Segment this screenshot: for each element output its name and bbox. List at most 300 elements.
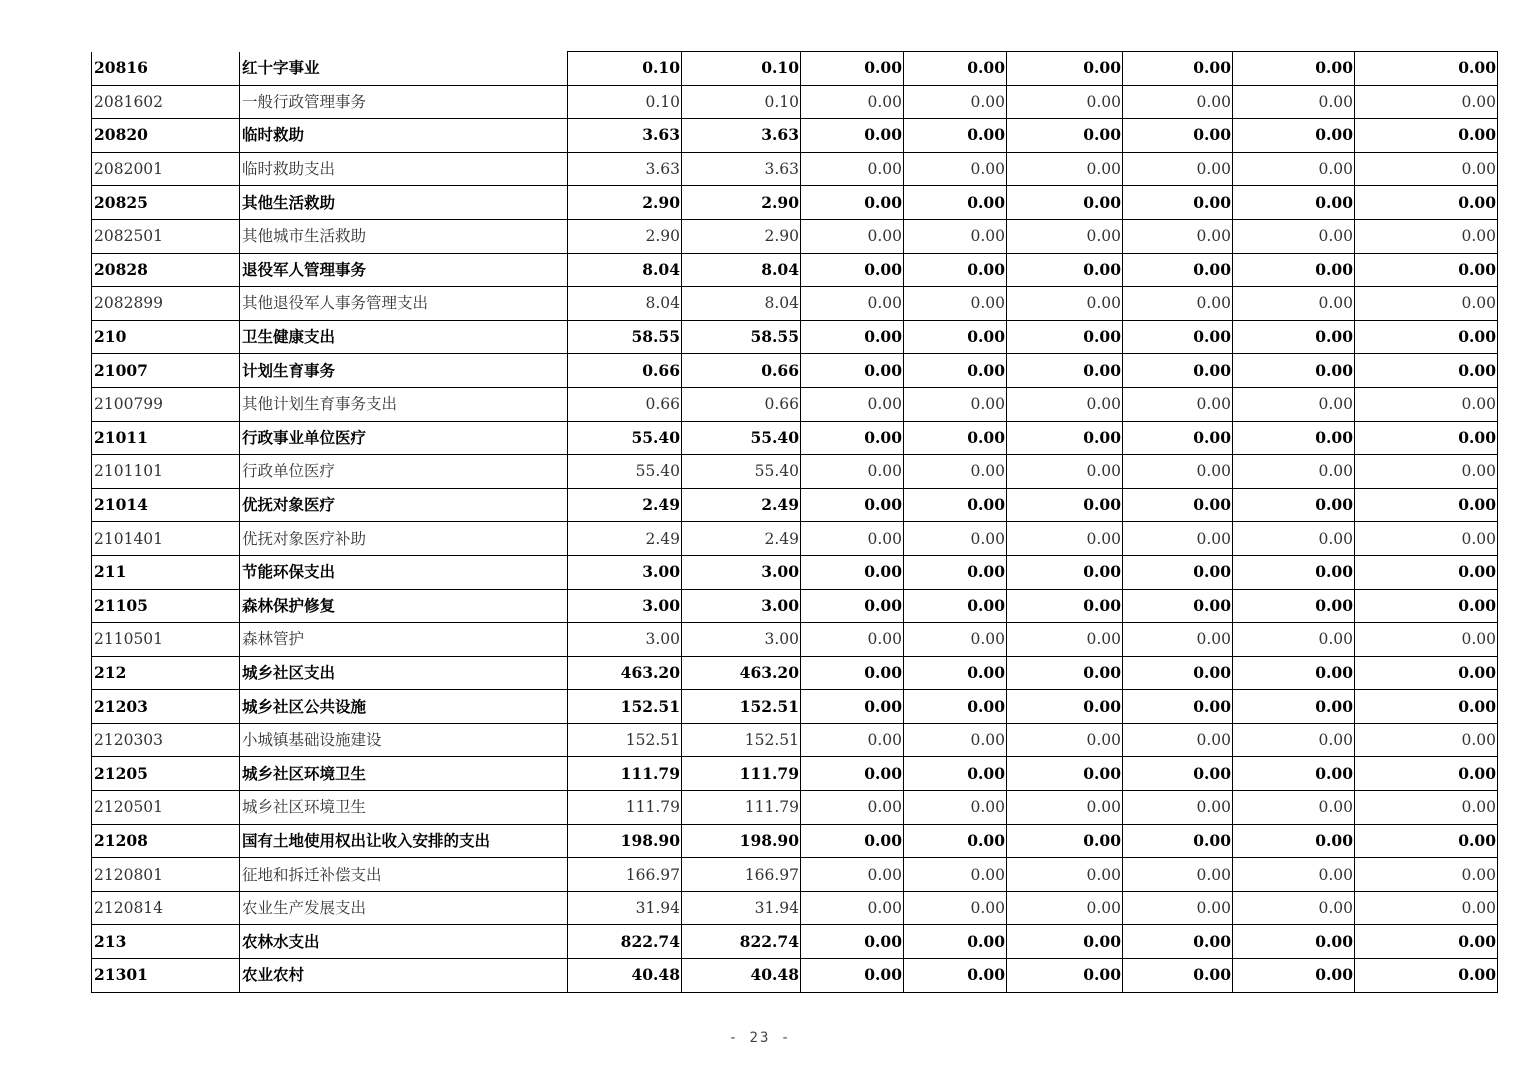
amount-cell: 0.00 — [1233, 85, 1355, 119]
table-row — [92, 623, 1498, 657]
budget-table — [91, 51, 1498, 993]
amount-cell: 0.00 — [1355, 858, 1498, 892]
amount-cell: 0.00 — [904, 52, 1007, 86]
subject-name: 征地和拆迁补偿支出 — [240, 858, 568, 892]
table-row — [92, 152, 1498, 186]
subject-name: 农林水支出 — [240, 925, 568, 959]
table-row — [92, 791, 1498, 825]
amount-cell: 0.00 — [1007, 219, 1123, 253]
table-body — [92, 52, 1498, 993]
amount-cell: 3.63 — [682, 119, 801, 153]
amount-cell: 0.00 — [1233, 354, 1355, 388]
amount-cell: 0.00 — [801, 555, 904, 589]
amount-cell: 0.00 — [801, 589, 904, 623]
amount-cell: 0.66 — [682, 354, 801, 388]
table-row — [92, 119, 1498, 153]
amount-cell: 0.00 — [801, 757, 904, 791]
amount-cell: 0.00 — [1233, 387, 1355, 421]
subject-code: 210 — [92, 320, 240, 354]
subject-name: 优抚对象医疗补助 — [240, 522, 568, 556]
amount-cell: 0.00 — [1233, 589, 1355, 623]
amount-cell: 0.00 — [1233, 791, 1355, 825]
amount-cell: 0.66 — [568, 387, 682, 421]
amount-cell: 463.20 — [682, 656, 801, 690]
amount-cell: 0.00 — [1007, 824, 1123, 858]
amount-cell: 2.49 — [568, 488, 682, 522]
amount-cell: 0.00 — [1355, 387, 1498, 421]
subject-code: 2120801 — [92, 858, 240, 892]
table-row — [92, 959, 1498, 993]
amount-cell: 0.00 — [904, 85, 1007, 119]
amount-cell: 8.04 — [682, 287, 801, 321]
subject-code: 2082501 — [92, 219, 240, 253]
subject-code: 20825 — [92, 186, 240, 220]
subject-code: 2082001 — [92, 152, 240, 186]
subject-name: 城乡社区环境卫生 — [240, 757, 568, 791]
amount-cell: 55.40 — [682, 421, 801, 455]
amount-cell: 0.00 — [1123, 253, 1233, 287]
amount-cell: 3.00 — [568, 589, 682, 623]
subject-name: 行政事业单位医疗 — [240, 421, 568, 455]
subject-name: 优抚对象医疗 — [240, 488, 568, 522]
subject-code: 21301 — [92, 959, 240, 993]
amount-cell: 0.00 — [801, 959, 904, 993]
table-row — [92, 253, 1498, 287]
table-row — [92, 488, 1498, 522]
amount-cell: 0.00 — [1123, 522, 1233, 556]
subject-name: 其他城市生活救助 — [240, 219, 568, 253]
amount-cell: 0.00 — [1123, 824, 1233, 858]
amount-cell: 0.00 — [904, 354, 1007, 388]
table-row — [92, 320, 1498, 354]
amount-cell: 0.66 — [568, 354, 682, 388]
amount-cell: 0.00 — [1233, 925, 1355, 959]
amount-cell: 0.00 — [904, 488, 1007, 522]
amount-cell: 0.00 — [1355, 186, 1498, 220]
amount-cell: 2.49 — [682, 522, 801, 556]
table-row — [92, 186, 1498, 220]
table-row — [92, 354, 1498, 388]
amount-cell: 0.00 — [1355, 891, 1498, 925]
amount-cell: 0.00 — [904, 555, 1007, 589]
amount-cell: 0.00 — [1233, 757, 1355, 791]
amount-cell: 0.00 — [1123, 555, 1233, 589]
amount-cell: 0.00 — [801, 152, 904, 186]
amount-cell: 0.00 — [1007, 656, 1123, 690]
amount-cell: 0.00 — [1123, 589, 1233, 623]
subject-name: 行政单位医疗 — [240, 455, 568, 489]
amount-cell: 0.00 — [1233, 959, 1355, 993]
amount-cell: 8.04 — [568, 287, 682, 321]
subject-code: 213 — [92, 925, 240, 959]
table-row — [92, 421, 1498, 455]
amount-cell: 2.90 — [682, 186, 801, 220]
amount-cell: 0.00 — [1007, 421, 1123, 455]
amount-cell: 0.00 — [1007, 387, 1123, 421]
amount-cell: 0.00 — [801, 387, 904, 421]
subject-name: 其他退役军人事务管理支出 — [240, 287, 568, 321]
amount-cell: 0.00 — [801, 287, 904, 321]
amount-cell: 0.00 — [1233, 858, 1355, 892]
amount-cell: 0.00 — [904, 925, 1007, 959]
amount-cell: 0.00 — [904, 253, 1007, 287]
subject-name: 临时救助支出 — [240, 152, 568, 186]
amount-cell: 0.00 — [1355, 85, 1498, 119]
amount-cell: 3.00 — [682, 589, 801, 623]
amount-cell: 0.00 — [1355, 488, 1498, 522]
amount-cell: 0.00 — [904, 387, 1007, 421]
amount-cell: 0.00 — [904, 455, 1007, 489]
amount-cell: 2.90 — [568, 219, 682, 253]
amount-cell: 0.00 — [904, 589, 1007, 623]
subject-name: 一般行政管理事务 — [240, 85, 568, 119]
amount-cell: 0.00 — [1007, 253, 1123, 287]
amount-cell: 0.00 — [1007, 354, 1123, 388]
amount-cell: 0.00 — [1233, 186, 1355, 220]
table-row — [92, 656, 1498, 690]
subject-code: 2120501 — [92, 791, 240, 825]
subject-name: 红十字事业 — [240, 52, 568, 86]
amount-cell: 0.00 — [1007, 152, 1123, 186]
amount-cell: 198.90 — [568, 824, 682, 858]
amount-cell: 0.00 — [1233, 824, 1355, 858]
subject-code: 21203 — [92, 690, 240, 724]
amount-cell: 0.00 — [1233, 723, 1355, 757]
amount-cell: 0.10 — [568, 85, 682, 119]
amount-cell: 152.51 — [568, 723, 682, 757]
amount-cell: 0.00 — [1123, 219, 1233, 253]
amount-cell: 2.90 — [682, 219, 801, 253]
amount-cell: 0.00 — [1123, 421, 1233, 455]
amount-cell: 0.00 — [1007, 723, 1123, 757]
amount-cell: 0.00 — [1007, 690, 1123, 724]
amount-cell: 0.00 — [1007, 522, 1123, 556]
subject-code: 21014 — [92, 488, 240, 522]
amount-cell: 0.00 — [801, 824, 904, 858]
amount-cell: 0.00 — [1233, 522, 1355, 556]
subject-name: 其他计划生育事务支出 — [240, 387, 568, 421]
amount-cell: 0.00 — [1123, 186, 1233, 220]
amount-cell: 31.94 — [682, 891, 801, 925]
amount-cell: 111.79 — [568, 791, 682, 825]
amount-cell: 0.00 — [1233, 287, 1355, 321]
table-row — [92, 287, 1498, 321]
amount-cell: 0.00 — [1233, 320, 1355, 354]
amount-cell: 0.00 — [1355, 723, 1498, 757]
amount-cell: 0.00 — [801, 354, 904, 388]
amount-cell: 0.00 — [1007, 186, 1123, 220]
table-row — [92, 85, 1498, 119]
amount-cell: 2.49 — [568, 522, 682, 556]
subject-code: 20828 — [92, 253, 240, 287]
amount-cell: 0.00 — [1007, 623, 1123, 657]
amount-cell: 0.00 — [801, 186, 904, 220]
amount-cell: 0.00 — [1007, 589, 1123, 623]
subject-code: 21205 — [92, 757, 240, 791]
amount-cell: 0.00 — [904, 152, 1007, 186]
subject-code: 2120814 — [92, 891, 240, 925]
amount-cell: 152.51 — [682, 690, 801, 724]
amount-cell: 0.00 — [904, 119, 1007, 153]
amount-cell: 0.00 — [801, 522, 904, 556]
amount-cell: 0.00 — [904, 522, 1007, 556]
amount-cell: 3.63 — [682, 152, 801, 186]
amount-cell: 0.00 — [1123, 623, 1233, 657]
subject-code: 2110501 — [92, 623, 240, 657]
amount-cell: 55.40 — [568, 455, 682, 489]
subject-name: 其他生活救助 — [240, 186, 568, 220]
amount-cell: 0.00 — [1123, 119, 1233, 153]
amount-cell: 0.00 — [1355, 455, 1498, 489]
amount-cell: 0.00 — [1123, 287, 1233, 321]
amount-cell: 3.00 — [682, 555, 801, 589]
amount-cell: 0.00 — [1123, 455, 1233, 489]
amount-cell: 0.00 — [1355, 253, 1498, 287]
amount-cell: 31.94 — [568, 891, 682, 925]
amount-cell: 0.00 — [801, 253, 904, 287]
amount-cell: 0.00 — [1007, 757, 1123, 791]
table-row — [92, 891, 1498, 925]
amount-cell: 0.00 — [1007, 52, 1123, 86]
amount-cell: 0.00 — [801, 119, 904, 153]
amount-cell: 0.00 — [801, 455, 904, 489]
amount-cell: 0.00 — [801, 320, 904, 354]
amount-cell: 0.00 — [1355, 320, 1498, 354]
amount-cell: 822.74 — [568, 925, 682, 959]
amount-cell: 55.40 — [682, 455, 801, 489]
amount-cell: 166.97 — [682, 858, 801, 892]
subject-name: 农业生产发展支出 — [240, 891, 568, 925]
amount-cell: 463.20 — [568, 656, 682, 690]
amount-cell: 0.00 — [1007, 555, 1123, 589]
amount-cell: 0.00 — [904, 219, 1007, 253]
subject-name: 城乡社区支出 — [240, 656, 568, 690]
amount-cell: 0.00 — [1123, 891, 1233, 925]
amount-cell: 0.00 — [1355, 421, 1498, 455]
amount-cell: 0.00 — [1355, 354, 1498, 388]
amount-cell: 0.00 — [1123, 791, 1233, 825]
amount-cell: 111.79 — [682, 791, 801, 825]
subject-code: 2101401 — [92, 522, 240, 556]
amount-cell: 0.00 — [904, 858, 1007, 892]
amount-cell: 0.00 — [1007, 791, 1123, 825]
amount-cell: 0.10 — [682, 52, 801, 86]
subject-code: 212 — [92, 656, 240, 690]
subject-name: 城乡社区公共设施 — [240, 690, 568, 724]
amount-cell: 152.51 — [568, 690, 682, 724]
amount-cell: 0.00 — [1123, 656, 1233, 690]
amount-cell: 0.00 — [1123, 354, 1233, 388]
amount-cell: 0.00 — [904, 959, 1007, 993]
amount-cell: 0.00 — [1233, 119, 1355, 153]
subject-code: 21208 — [92, 824, 240, 858]
subject-code: 2081602 — [92, 85, 240, 119]
amount-cell: 0.00 — [1123, 387, 1233, 421]
subject-code: 2100799 — [92, 387, 240, 421]
amount-cell: 0.00 — [801, 85, 904, 119]
amount-cell: 0.00 — [1233, 555, 1355, 589]
amount-cell: 0.00 — [801, 421, 904, 455]
amount-cell: 0.00 — [801, 52, 904, 86]
amount-cell: 0.00 — [1007, 891, 1123, 925]
amount-cell: 0.00 — [1007, 858, 1123, 892]
subject-name: 森林管护 — [240, 623, 568, 657]
table-row — [92, 387, 1498, 421]
amount-cell: 0.00 — [1355, 589, 1498, 623]
amount-cell: 3.00 — [568, 555, 682, 589]
amount-cell: 0.00 — [1123, 757, 1233, 791]
table-row — [92, 555, 1498, 589]
amount-cell: 2.90 — [568, 186, 682, 220]
subject-code: 2082899 — [92, 287, 240, 321]
amount-cell: 0.00 — [904, 320, 1007, 354]
amount-cell: 0.00 — [1123, 858, 1233, 892]
amount-cell: 111.79 — [682, 757, 801, 791]
amount-cell: 0.00 — [1123, 52, 1233, 86]
amount-cell: 0.00 — [1355, 219, 1498, 253]
amount-cell: 0.00 — [1123, 488, 1233, 522]
amount-cell: 0.00 — [1355, 287, 1498, 321]
amount-cell: 40.48 — [568, 959, 682, 993]
amount-cell: 0.00 — [904, 891, 1007, 925]
amount-cell: 152.51 — [682, 723, 801, 757]
page-number: - 23 - — [728, 1030, 792, 1046]
amount-cell: 0.00 — [1233, 52, 1355, 86]
subject-code: 2101101 — [92, 455, 240, 489]
amount-cell: 0.00 — [1233, 152, 1355, 186]
amount-cell: 0.00 — [801, 891, 904, 925]
amount-cell: 0.00 — [1007, 119, 1123, 153]
table-row — [92, 858, 1498, 892]
subject-code: 21105 — [92, 589, 240, 623]
amount-cell: 0.00 — [1233, 253, 1355, 287]
amount-cell: 0.00 — [1355, 791, 1498, 825]
amount-cell: 8.04 — [568, 253, 682, 287]
amount-cell: 0.00 — [1007, 287, 1123, 321]
subject-name: 城乡社区环境卫生 — [240, 791, 568, 825]
amount-cell: 822.74 — [682, 925, 801, 959]
amount-cell: 0.00 — [801, 219, 904, 253]
amount-cell: 166.97 — [568, 858, 682, 892]
amount-cell: 55.40 — [568, 421, 682, 455]
amount-cell: 0.00 — [904, 656, 1007, 690]
table-row — [92, 757, 1498, 791]
subject-code: 20816 — [92, 52, 240, 86]
amount-cell: 0.00 — [801, 623, 904, 657]
amount-cell: 0.00 — [1355, 690, 1498, 724]
amount-cell: 0.00 — [1355, 522, 1498, 556]
amount-cell: 40.48 — [682, 959, 801, 993]
amount-cell: 0.00 — [1007, 320, 1123, 354]
table-row — [92, 925, 1498, 959]
amount-cell: 0.00 — [1123, 959, 1233, 993]
amount-cell: 0.10 — [682, 85, 801, 119]
amount-cell: 3.63 — [568, 152, 682, 186]
amount-cell: 0.00 — [1355, 119, 1498, 153]
amount-cell: 0.00 — [1355, 555, 1498, 589]
subject-name: 农业农村 — [240, 959, 568, 993]
amount-cell: 0.00 — [801, 791, 904, 825]
amount-cell: 0.00 — [1123, 723, 1233, 757]
amount-cell: 0.00 — [801, 690, 904, 724]
subject-code: 211 — [92, 555, 240, 589]
amount-cell: 58.55 — [682, 320, 801, 354]
amount-cell: 0.00 — [1007, 488, 1123, 522]
amount-cell: 0.00 — [1355, 959, 1498, 993]
amount-cell: 0.00 — [904, 623, 1007, 657]
amount-cell: 3.00 — [568, 623, 682, 657]
amount-cell: 0.00 — [904, 824, 1007, 858]
table-row — [92, 455, 1498, 489]
amount-cell: 0.00 — [904, 690, 1007, 724]
amount-cell: 0.00 — [904, 287, 1007, 321]
subject-code: 21011 — [92, 421, 240, 455]
amount-cell: 0.00 — [904, 723, 1007, 757]
amount-cell: 0.00 — [904, 421, 1007, 455]
amount-cell: 0.00 — [801, 925, 904, 959]
amount-cell: 0.10 — [568, 52, 682, 86]
table-row — [92, 219, 1498, 253]
amount-cell: 0.00 — [1233, 455, 1355, 489]
amount-cell: 0.00 — [1123, 152, 1233, 186]
amount-cell: 0.00 — [1233, 488, 1355, 522]
amount-cell: 0.00 — [1123, 320, 1233, 354]
amount-cell: 0.00 — [904, 757, 1007, 791]
subject-name: 小城镇基础设施建设 — [240, 723, 568, 757]
amount-cell: 0.00 — [1233, 690, 1355, 724]
amount-cell: 3.63 — [568, 119, 682, 153]
amount-cell: 0.00 — [1123, 690, 1233, 724]
amount-cell: 0.00 — [1233, 623, 1355, 657]
amount-cell: 0.00 — [1007, 925, 1123, 959]
amount-cell: 0.00 — [801, 723, 904, 757]
subject-code: 20820 — [92, 119, 240, 153]
amount-cell: 0.00 — [1233, 219, 1355, 253]
table-row — [92, 52, 1498, 86]
amount-cell: 0.00 — [1355, 925, 1498, 959]
amount-cell: 111.79 — [568, 757, 682, 791]
amount-cell: 2.49 — [682, 488, 801, 522]
amount-cell: 0.00 — [1007, 455, 1123, 489]
amount-cell: 0.00 — [801, 488, 904, 522]
table-row — [92, 690, 1498, 724]
amount-cell: 198.90 — [682, 824, 801, 858]
amount-cell: 0.00 — [1355, 656, 1498, 690]
subject-name: 节能环保支出 — [240, 555, 568, 589]
subject-name: 卫生健康支出 — [240, 320, 568, 354]
amount-cell: 0.00 — [1233, 656, 1355, 690]
table-row — [92, 522, 1498, 556]
subject-name: 国有土地使用权出让收入安排的支出 — [240, 824, 568, 858]
amount-cell: 0.00 — [801, 858, 904, 892]
amount-cell: 0.00 — [1355, 52, 1498, 86]
amount-cell: 0.00 — [1355, 757, 1498, 791]
amount-cell: 0.00 — [1233, 891, 1355, 925]
amount-cell: 8.04 — [682, 253, 801, 287]
table-row — [92, 589, 1498, 623]
amount-cell: 0.00 — [1233, 421, 1355, 455]
table-row — [92, 723, 1498, 757]
table-row — [92, 824, 1498, 858]
amount-cell: 0.00 — [904, 791, 1007, 825]
amount-cell: 3.00 — [682, 623, 801, 657]
amount-cell: 0.00 — [1355, 152, 1498, 186]
subject-name: 计划生育事务 — [240, 354, 568, 388]
amount-cell: 0.66 — [682, 387, 801, 421]
subject-name: 临时救助 — [240, 119, 568, 153]
amount-cell: 0.00 — [1123, 925, 1233, 959]
amount-cell: 0.00 — [1123, 85, 1233, 119]
